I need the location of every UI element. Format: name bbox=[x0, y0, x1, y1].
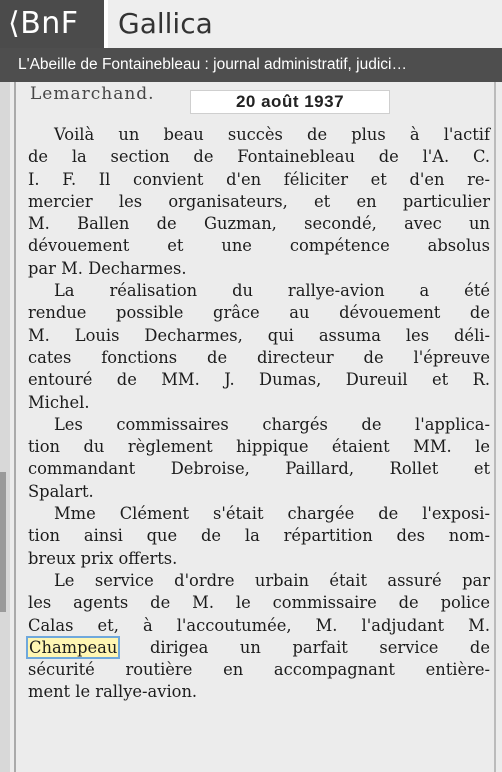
column-rule-right bbox=[494, 82, 496, 772]
bnf-logo[interactable]: ⟨BnF bbox=[0, 0, 104, 48]
text-line: breux prix offerts. bbox=[28, 548, 178, 568]
text-line: I. F. Il convient d'en féliciter et d'en re- bbox=[28, 169, 490, 189]
text-line: par M. Decharmes. bbox=[28, 258, 187, 278]
paragraph bbox=[28, 280, 490, 414]
text-line: rendue possible grâce au dévouement de bbox=[28, 303, 490, 323]
text-line: Spalart. bbox=[28, 481, 94, 501]
gallica-logo[interactable]: Gallica bbox=[108, 0, 502, 48]
article-text bbox=[28, 124, 490, 704]
text-line: tion du règlement hippique étaient MM. le bbox=[28, 437, 490, 457]
gallica-header bbox=[0, 0, 502, 48]
text-line: les agents de M. le commissaire de police bbox=[28, 593, 490, 613]
text-line: Les commissaires chargés de l'applica- bbox=[54, 414, 490, 434]
text-line: entouré de MM. J. Dumas, Dureuil et R. bbox=[28, 370, 490, 390]
text-line: commandant Debroise, Paillard, Rollet et bbox=[28, 459, 490, 479]
column-rule-left bbox=[14, 82, 16, 772]
paragraph bbox=[28, 503, 490, 570]
text-line: tion ainsi que de la répartition des nom- bbox=[28, 526, 490, 546]
text-line: M. Ballen de Guzman, secondé, avec un bbox=[28, 214, 490, 234]
text-line: Voilà un beau succès de plus à l'actif bbox=[54, 125, 490, 144]
paragraph bbox=[28, 570, 490, 704]
page-edge-marker bbox=[0, 472, 6, 612]
text-line: La réalisation du rallye-avion a été bbox=[54, 281, 490, 301]
text-line: Mme Clément s'était chargée de l'exposi- bbox=[54, 504, 490, 524]
text-line: M. Louis Decharmes, qui assuma les déli- bbox=[28, 325, 490, 345]
paragraph bbox=[28, 124, 490, 280]
text-line: Le service d'ordre urbain était assuré par bbox=[54, 570, 490, 590]
text-line: Michel. bbox=[28, 392, 90, 412]
text-line: dévouement et une compétence absolus bbox=[28, 236, 490, 256]
text-line: cates fonctions de directeur de l'épreuve bbox=[28, 347, 490, 367]
previous-article-tail: Lemarchand. bbox=[30, 84, 155, 104]
text-line: mercier les organisateurs, et en particulier bbox=[28, 191, 490, 211]
text-line: de la section de Fontainebleau de l'A. C. bbox=[28, 147, 490, 167]
search-highlight[interactable]: Champeau bbox=[29, 637, 118, 657]
paragraph bbox=[28, 414, 490, 503]
text-line: sécurité routière en accompagnant entière- bbox=[28, 660, 490, 680]
text-line: Calas et, à l'accoutumée, M. l'adjudant M. bbox=[28, 615, 490, 635]
scanned-page bbox=[0, 82, 502, 772]
document-title: L'Abeille de Fontainebleau : journal administratif, judici… bbox=[0, 48, 502, 82]
issue-date-label: 20 août 1937 bbox=[190, 90, 390, 114]
text-line-with-highlight bbox=[28, 637, 490, 659]
text-fragment: dirigea un parfait service de bbox=[149, 637, 490, 657]
text-line: ment le rallye-avion. bbox=[28, 682, 198, 702]
